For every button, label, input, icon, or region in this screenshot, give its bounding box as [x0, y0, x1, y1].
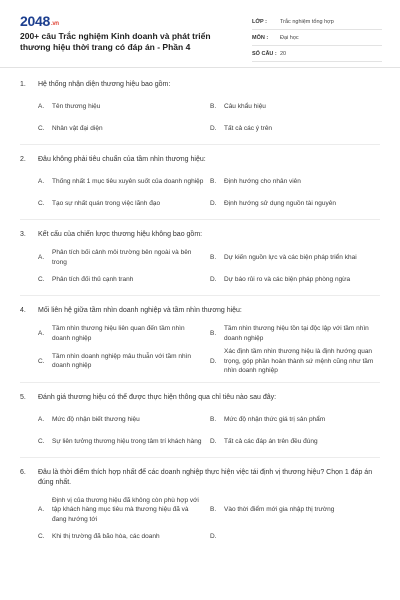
option-letter: A. — [38, 103, 45, 111]
option-grid — [38, 496, 380, 547]
meta-label: SỐ CÂU : — [252, 50, 277, 57]
question-stem — [20, 155, 380, 165]
option-b[interactable] — [210, 324, 382, 343]
site-logo[interactable] — [20, 13, 59, 29]
option-text: Nhân vật đại diện — [52, 125, 103, 133]
option-letter: A. — [38, 178, 45, 186]
question-text: Đánh giá thương hiệu có thể được thực hiện thông qua chỉ tiêu nào sau đây: — [38, 393, 277, 401]
option-text: Sự liên tưởng thương hiệu trong tâm trí khách hàng — [52, 437, 202, 445]
option-letter: B. — [210, 178, 217, 186]
option-letter: C. — [38, 276, 45, 284]
logo-suffix: .vn — [50, 21, 59, 27]
option-c[interactable] — [38, 271, 210, 289]
option-letter: B. — [210, 506, 217, 513]
option-text: Xác định tầm nhìn thương hiệu là định hướng quan trọng, góp phần hoàn thành sứ mệnh cũng như tầm nhìn doanh nghiệp — [224, 348, 374, 374]
option-text: Khi thị trường đã bão hòa, các doanh — [52, 533, 160, 541]
option-grid — [38, 248, 380, 289]
option-letter: C. — [38, 357, 45, 365]
option-letter: D. — [210, 125, 217, 133]
option-b[interactable] — [210, 98, 382, 116]
option-c[interactable] — [38, 347, 210, 376]
option-grid — [38, 411, 380, 451]
question-number: 4. — [20, 307, 26, 314]
option-text: Định vị của thương hiệu đã không còn phù hợp với tập khách hàng mục tiêu mà thương hiệu đã và đang hướng tới — [52, 496, 199, 523]
option-d[interactable] — [210, 347, 382, 376]
question-divider — [20, 144, 380, 145]
question-number: 1. — [20, 81, 26, 88]
option-text: Tên thương hiệu — [52, 103, 101, 111]
option-letter: D. — [210, 276, 217, 284]
option-a[interactable] — [38, 411, 210, 429]
question-text: Hệ thống nhận diện thương hiệu bao gồm: — [38, 81, 171, 88]
meta-row-count — [252, 46, 382, 62]
question-divider — [20, 219, 380, 220]
question-text: Mối liên hệ giữa tầm nhìn doanh nghiệp và tầm nhìn thương hiệu: — [38, 307, 242, 314]
option-letter: D. — [210, 200, 217, 208]
option-a[interactable] — [38, 98, 210, 116]
option-grid — [38, 98, 380, 138]
option-c[interactable] — [38, 528, 210, 546]
logo-text: 2048 — [20, 13, 50, 29]
option-d[interactable] — [210, 271, 382, 289]
question-item — [20, 306, 380, 383]
question-stem — [20, 80, 380, 90]
meta-label: MÔN : — [252, 34, 269, 41]
option-letter: B. — [210, 415, 217, 423]
option-text: Định hướng cho nhân viên — [224, 178, 301, 186]
option-text: Mức độ nhận biết thương hiệu — [52, 415, 140, 423]
question-number: 2. — [20, 156, 26, 163]
option-text: Dự báo rủi ro và các biện pháp phòng ngừa — [224, 276, 351, 284]
option-letter: C. — [38, 437, 45, 445]
meta-label: LỚP : — [252, 18, 267, 25]
option-a[interactable] — [38, 248, 210, 267]
option-grid — [38, 324, 380, 376]
option-b[interactable] — [210, 496, 382, 525]
option-text: Định hướng sử dụng nguồn tài nguyên — [224, 200, 336, 208]
option-letter: D. — [210, 437, 217, 445]
question-stem — [20, 306, 380, 316]
option-a[interactable] — [38, 496, 210, 525]
option-text: Tầm nhìn doanh nghiệp mâu thuẫn với tầm nhìn doanh nghiệp — [52, 352, 192, 370]
option-text: Tất cả các đáp án trên đều đúng — [224, 437, 318, 445]
question-item — [20, 468, 380, 547]
option-d[interactable] — [210, 433, 382, 451]
option-letter: C. — [38, 200, 45, 208]
question-item — [20, 80, 380, 145]
option-grid — [38, 173, 380, 213]
question-stem — [20, 230, 380, 240]
option-text: Tầm nhìn thương hiệu tồn tại độc lập với tầm nhìn doanh nghiệp — [224, 325, 369, 342]
option-a[interactable] — [38, 173, 210, 191]
option-text: Phân tích bối cảnh môi trường bên ngoài và bên trong — [52, 249, 192, 266]
option-text: Tạo sự nhất quán trong việc lãnh đạo — [52, 200, 161, 208]
question-item — [20, 230, 380, 296]
question-item — [20, 155, 380, 220]
option-text: Vào thời điểm mới gia nhập thị trường — [224, 506, 335, 513]
question-item — [20, 393, 380, 458]
meta-value: Đại học — [280, 34, 299, 41]
option-text: Mức độ nhận thức giá trị sản phẩm — [224, 415, 326, 423]
option-text: Câu khẩu hiệu — [224, 103, 266, 111]
option-letter: A. — [38, 415, 45, 423]
option-b[interactable] — [210, 248, 382, 267]
question-text: Đâu là thời điểm thích hợp nhất để các doanh nghiệp thực hiện việc tái định vị thương hiệu? Chọn 1 đáp án đúng nhất. — [38, 468, 373, 486]
question-stem — [20, 468, 380, 488]
option-letter: B. — [210, 329, 217, 337]
option-text: Tầm nhìn thương hiệu liên quan đến tầm nhìn doanh nghiệp — [52, 325, 185, 342]
meta-row-class — [252, 14, 382, 30]
option-letter: A. — [38, 253, 45, 261]
option-letter: C. — [38, 125, 45, 133]
question-divider — [20, 382, 380, 383]
question-stem — [20, 393, 380, 403]
option-c[interactable] — [38, 120, 210, 138]
question-number: 5. — [20, 393, 26, 401]
option-letter: B. — [210, 253, 217, 261]
document-title: 200+ câu Trắc nghiệm Kinh doanh và phát triển thương hiệu thời trang có đáp án - Phần 4 — [20, 31, 211, 52]
option-text: Phân tích đối thủ cạnh tranh — [52, 276, 134, 284]
question-divider — [20, 295, 380, 296]
page-header — [0, 0, 400, 68]
option-letter: A. — [38, 506, 45, 513]
option-letter: D. — [210, 533, 217, 541]
question-text: Đâu không phải tiêu chuẩn của tầm nhìn thương hiệu: — [38, 156, 206, 163]
option-letter: C. — [38, 533, 45, 541]
option-letter: A. — [38, 329, 45, 337]
option-b[interactable] — [210, 173, 382, 191]
option-d[interactable] — [210, 195, 382, 213]
meta-row-subject — [252, 30, 382, 46]
question-divider — [20, 457, 380, 458]
option-a[interactable] — [38, 324, 210, 343]
option-c[interactable] — [38, 195, 210, 213]
option-text: Dự kiến nguồn lực và các biện pháp triển khai — [224, 253, 357, 261]
meta-value: 20 — [280, 50, 287, 57]
option-letter: D. — [210, 357, 217, 365]
option-letter: B. — [210, 103, 217, 111]
question-number: 3. — [20, 231, 26, 238]
option-c[interactable] — [38, 433, 210, 451]
option-text: Thống nhất 1 mục tiêu xuyên suốt của doanh nghiệp — [52, 178, 204, 186]
question-list — [20, 80, 380, 556]
document-meta — [252, 14, 382, 62]
question-text: Kết cấu của chiến lược thương hiệu không bao gồm: — [38, 231, 203, 238]
option-text: Tất cả các ý trên — [224, 125, 273, 133]
question-number: 6. — [20, 468, 26, 476]
option-d[interactable] — [210, 528, 382, 546]
option-d[interactable] — [210, 120, 382, 138]
option-b[interactable] — [210, 411, 382, 429]
meta-value: Trắc nghiệm tổng hợp — [280, 18, 334, 25]
